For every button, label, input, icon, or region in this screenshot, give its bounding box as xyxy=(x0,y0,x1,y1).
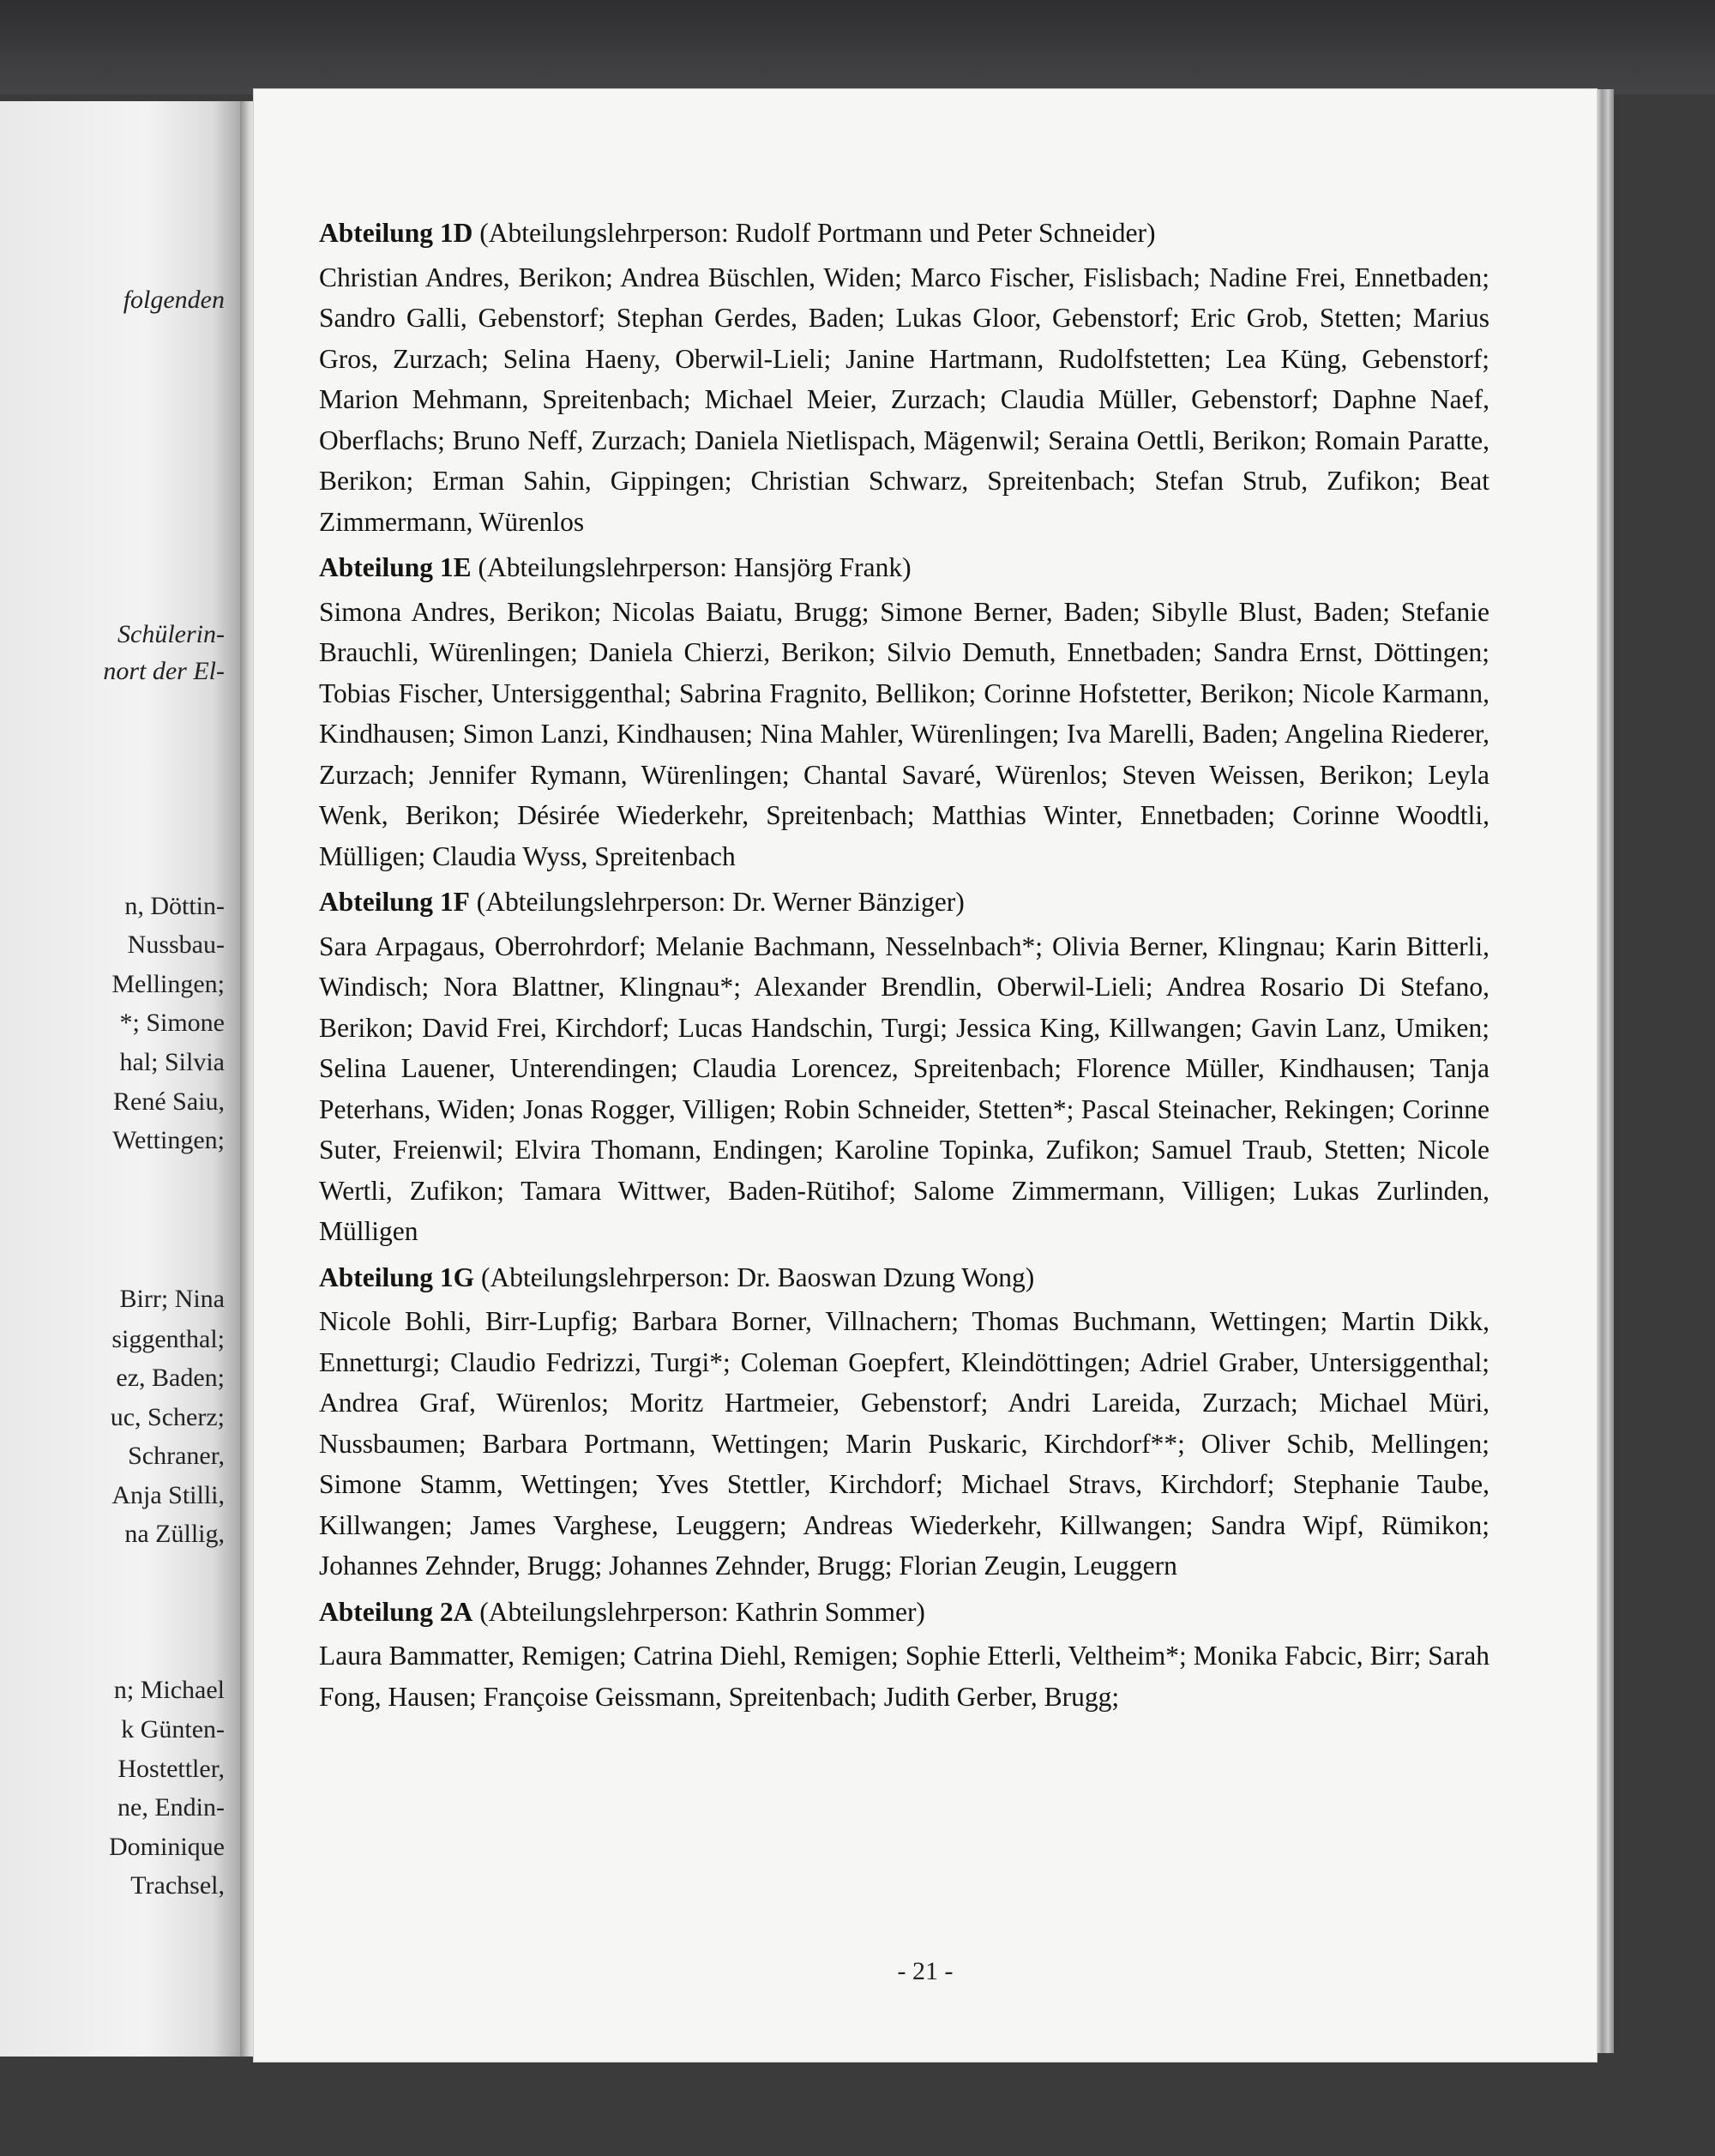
left-page-line: Mellingen; xyxy=(111,970,225,998)
scanner-background xyxy=(0,0,1715,94)
left-page-line: hal; Silvia xyxy=(119,1048,225,1076)
right-page xyxy=(254,89,1597,2062)
left-page-line: Schülerin- xyxy=(117,620,225,648)
class-section xyxy=(319,882,1489,1252)
left-page-line: René Saiu, xyxy=(113,1087,225,1116)
class-heading xyxy=(319,547,1489,588)
student-list: Laura Bammatter, Remigen; Catrina Diehl, Remigen; Sophie Etterli, Veltheim*; Monika Fabcic, Birr; Sarah Fong, Hausen; Françoise Geissmann, Spreitenbach; Judith Gerber, Brugg; xyxy=(319,1641,1489,1712)
class-section xyxy=(319,213,1489,542)
left-page-line: Birr; Nina xyxy=(119,1285,225,1313)
left-page-line: siggenthal; xyxy=(111,1325,225,1353)
student-list: Nicole Bohli, Birr-Lupfig; Barbara Borner, Villnachern; Thomas Buchmann, Wettingen; Martin Dikk, Ennetturgi; Claudio Fedrizzi, Turgi*; Coleman Goepfert, Kleindöttingen; Adriel Graber, Untersiggenthal; Andrea Graf, Würenlos; Moritz Hartmeier, Gebenstorf; Andri Lareida, Zurzach; Michael Müri, Nussbaumen; Barbara Portmann, Wettingen; Marin Puskaric, Kirchdorf**; Oliver Schib, Mellingen; Simone Stamm, Wettingen; Yves Stettler, Kirchdorf; Michael Stravs, Kirchdorf; Stephanie Taube, Killwangen; James Varghese, Leuggern; Andreas Wiederkehr, Killwangen; Sandra Wipf, Rümikon; Johannes Zehnder, Brugg; Johannes Zehnder, Brugg; Florian Zeugin, Leuggern xyxy=(319,1306,1489,1581)
class-teacher: (Abteilungslehrperson: Kathrin Sommer) xyxy=(472,1596,925,1627)
class-teacher: (Abteilungslehrperson: Rudolf Portmann und Peter Schneider) xyxy=(472,218,1156,248)
student-list: Sara Arpagaus, Oberrohrdorf; Melanie Bachmann, Nesselnbach*; Olivia Berner, Klingnau; Karin Bitterli, Windisch; Nora Blattner, Klingnau*; Alexander Brendlin, Oberwil-Lieli; Andrea Rosario Di Stefano, Berikon; David Frei, Kirchdorf; Lucas Handschin, Turgi; Jessica King, Killwangen; Gavin Lanz, Umiken; Selina Lauener, Unterendingen; Claudia Lorencez, Spreitenbach; Florence Müller, Kindhausen; Tanja Peterhans, Widen; Jonas Rogger, Villigen; Robin Schneider, Stetten*; Pascal Steinacher, Rekingen; Corinne Suter, Freienwil; Elvira Thomann, Endingen; Karoline Topinka, Zufikon; Samuel Traub, Stetten; Nicole Wertli, Zufikon; Tamara Wittwer, Baden-Rütihof; Salome Zimmermann, Villigen; Lukas Zurlinden, Mülligen xyxy=(319,930,1489,1246)
left-page-line: Trachsel, xyxy=(130,1871,225,1900)
student-list: Christian Andres, Berikon; Andrea Büschlen, Widen; Marco Fischer, Fislisbach; Nadine Frei, Ennetbaden; Sandro Galli, Gebenstorf; Stephan Gerdes, Baden; Lukas Gloor, Gebenstorf; Eric Grob, Stetten; Marius Gros, Zurzach; Selina Haeny, Oberwil-Lieli; Janine Hartmann, Rudolfstetten; Lea Küng, Gebenstorf; Marion Mehmann, Spreitenbach; Michael Meier, Zurzach; Claudia Müller, Gebenstorf; Daphne Naef, Oberflachs; Bruno Neff, Zurzach; Daniela Nietlispach, Mägenwil; Seraina Oettli, Berikon; Romain Paratte, Berikon; Erman Sahin, Gippingen; Christian Schwarz, Spreitenbach; Stefan Strub, Zufikon; Beat Zimmermann, Würenlos xyxy=(319,262,1489,537)
class-section xyxy=(319,1592,1489,1718)
left-page-line: uc, Scherz; xyxy=(110,1403,225,1431)
left-page-line: Wettingen; xyxy=(112,1126,225,1154)
left-page-line: folgenden xyxy=(123,286,225,314)
class-section xyxy=(319,1257,1489,1587)
page-stack-edge xyxy=(1597,89,1614,2053)
left-page-line: n, Döttin- xyxy=(124,892,225,920)
class-title: Abteilung 1E xyxy=(319,552,472,582)
left-page-line: n; Michael xyxy=(113,1676,225,1704)
class-title: Abteilung 2A xyxy=(319,1596,473,1627)
class-title: Abteilung 1D xyxy=(319,218,473,248)
class-title: Abteilung 1F xyxy=(319,887,470,917)
class-title: Abteilung 1G xyxy=(319,1262,475,1292)
left-page-line: Dominique xyxy=(109,1833,225,1861)
student-list: Simona Andres, Berikon; Nicolas Baiatu, Brugg; Simone Berner, Baden; Sibylle Blust, Baden; Stefanie Brauchli, Würenlingen; Daniela Chierzi, Berikon; Silvio Demuth, Ennetbaden; Sandra Ernst, Döttingen; Tobias Fischer, Untersiggenthal; Sabrina Fragnito, Bellikon; Corinne Hofstetter, Berikon; Nicole Karmann, Kindhausen; Simon Lanzi, Kindhausen; Nina Mahler, Würenlingen; Iva Marelli, Baden; Angelina Riederer, Zurzach; Jennifer Rymann, Würenlingen; Chantal Savaré, Würenlos; Steven Weissen, Berikon; Leyla Wenk, Berikon; Désirée Wiederkehr, Spreitenbach; Matthias Winter, Ennetbaden; Corinne Woodtli, Mülligen; Claudia Wyss, Spreitenbach xyxy=(319,596,1489,871)
left-page-line: Anja Stilli, xyxy=(111,1481,225,1509)
class-teacher: (Abteilungslehrperson: Hansjörg Frank) xyxy=(471,552,912,582)
left-page-line: ez, Baden; xyxy=(116,1364,225,1392)
class-heading xyxy=(319,882,1489,923)
left-page xyxy=(0,101,242,2057)
left-page-line: Schraner, xyxy=(128,1442,225,1470)
class-teacher: (Abteilungslehrperson: Dr. Werner Bänziger) xyxy=(469,887,965,917)
class-teacher: (Abteilungslehrperson: Dr. Baoswan Dzung Wong) xyxy=(474,1262,1035,1292)
left-page-line: ne, Endin- xyxy=(117,1793,225,1822)
class-heading xyxy=(319,1592,1489,1633)
left-page-line: *; Simone xyxy=(119,1009,225,1037)
class-heading xyxy=(319,1257,1489,1298)
left-page-line: na Züllig, xyxy=(124,1520,225,1548)
left-page-line: Hostettler, xyxy=(117,1755,225,1783)
left-page-line: k Günten- xyxy=(121,1715,225,1743)
class-section xyxy=(319,547,1489,876)
class-heading xyxy=(319,213,1489,254)
page-number: - 21 - xyxy=(897,1957,954,1985)
class-list xyxy=(319,213,1489,1722)
left-page-line: nort der El- xyxy=(103,657,225,685)
left-page-line: Nussbau- xyxy=(127,930,225,959)
